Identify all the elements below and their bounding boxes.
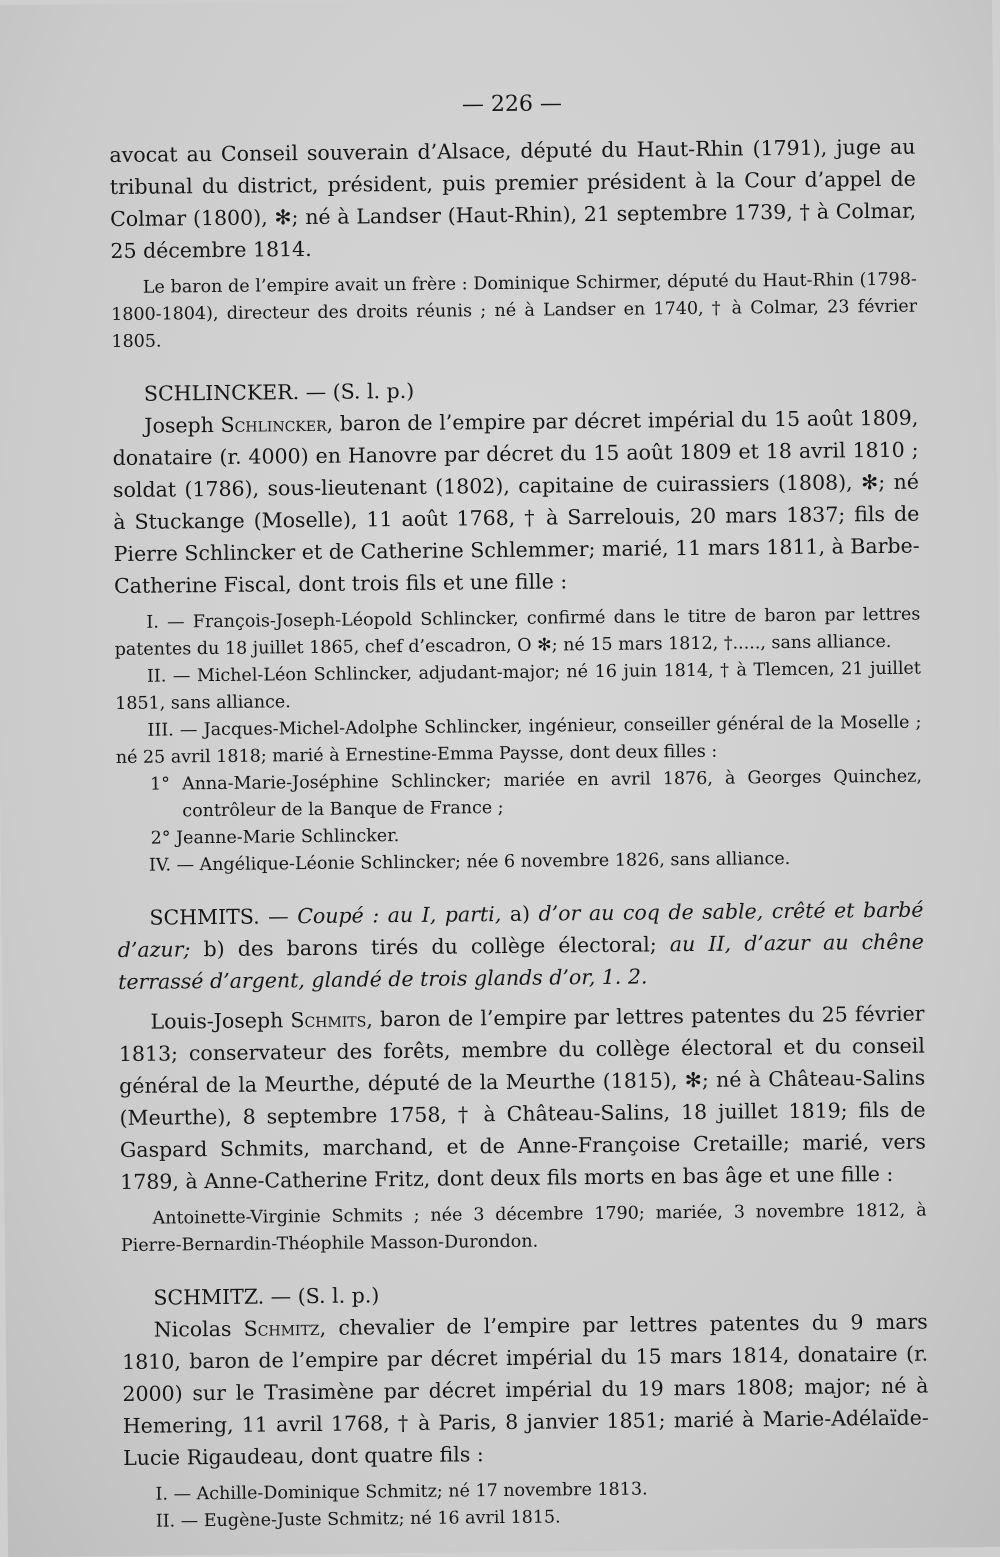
schlincker-text: , baron de l’empire par décret impérial du 15 août 1809, donataire (r. 4000) en Hanovre par décret du 15 août 1809 et 18 avril 1810 ; soldat (1786), sous-lieutenant (1802), capitaine de cuirassiers (1808), ✻; né à Stuckange (Moselle), 11 août 1768, † à Sarrelouis, 20 mars 1837; fils de Pierre Schlincker et de Catherine Schlemmer; marié, 11 mars 1811, à Barbe-Catherine Fiscal, dont trois fils et une fille : <box>112 405 920 599</box>
schmits-name-prefix: Louis-Joseph <box>150 1008 291 1034</box>
schlincker-child-3: III. — Jacques-Michel-Adolphe Schlincker, ingénieur, conseiller général de la Moselle ; né 25 avril 1818; marié à Ernestine-Emma Paysse, dont deux filles : <box>115 712 922 769</box>
schmitz-heading: SCHMITZ. — (S. l. p.) <box>153 1283 380 1310</box>
schlincker-child-1: I. — François-Joseph-Léopold Schlincker, confirmé dans le titre de baron par lettres patentes du 18 juillet 1865, chef d’escadron, O ✻; né 15 mars 1812, †....., sans alliance. <box>114 604 921 661</box>
schmits-daughter: Antoinette-Virginie Schmits ; née 3 décembre 1790; mariée, 3 novembre 1812, à Pierre-Bernardin-Théophile Masson-Durondon. <box>120 1200 927 1256</box>
schmits-arms-part1: Coupé : au I, parti, <box>288 901 510 929</box>
page-number: — 226 — <box>461 91 563 118</box>
schmits-arms-b: b) des barons tirés du collège électoral; <box>190 932 657 962</box>
schmits-arms-part3: au II, d’azur au chêne terrassé d’argent, glandé de trois glands d’or, 1. 2. <box>118 929 924 995</box>
intro-note: Le baron de l’empire avait un frère : Dominique Schirmer, député du Haut-Rhin (1798-1800-1804), directeur des droits réunis ; né à Landser en 1740, † à Colmar, 23 février 1805. <box>111 269 918 353</box>
schlincker-paragraph <box>112 402 920 602</box>
schmitz-paragraph <box>122 1306 930 1474</box>
schmitz-text: , chevalier de l’empire par lettres patentes du 9 mars 1810, baron de l’empire par décret impérial du 15 mars 1814, donataire (r. 2000) sur le Trasimène par décret impérial du 19 mars 1808; major; né à Hemering, 11 avril 1768, † à Paris, 8 janvier 1851; marié à Marie-Adélaïde-Lucie Rigaudeau, dont quatre fils : <box>121 1309 929 1470</box>
schlincker-surname: Schlincker <box>220 411 327 437</box>
schlincker-name-prefix: Joseph <box>144 412 221 438</box>
schmitz-child-1: I. — Achille-Dominique Schmitz; né 17 novembre 1813. <box>155 1479 648 1505</box>
schmitz-surname: Schmitz <box>243 1315 320 1341</box>
schmits-surname: Schmits <box>290 1007 367 1033</box>
schlincker-child-4: IV. — Angélique-Léonie Schlincker; née 6 novembre 1826, sans alliance. <box>148 848 791 876</box>
intro-paragraph: avocat au Conseil souverain d’Alsace, député du Haut-Rhin (1791), juge au tribunal du district, président, puis premier président à la Cour d’appel de Colmar (1800), ✻; né à Landser (Haut-Rhin), 21 septembre 1739, † à Colmar, 25 décembre 1814. <box>109 134 917 264</box>
schmitz-child-2: II. — Eugène-Juste Schmitz; né 16 avril 1815. <box>155 1507 561 1532</box>
schmitz-name-prefix: Nicolas <box>153 1316 244 1342</box>
schmits-arms <box>117 894 924 998</box>
schmits-paragraph <box>118 998 926 1198</box>
schmits-arms-part2: d’or au coq de sable, crêté et barbé d’azur; <box>117 897 924 963</box>
schmits-arms-a: a) <box>509 901 539 926</box>
schmits-heading: SCHMITS. — <box>149 904 289 930</box>
schlincker-heading: SCHLINCKER. — (S. l. p.) <box>143 378 415 406</box>
schlincker-grandchild-1: 1° Anna-Marie-Joséphine Schlincker; mariée en avril 1876, à Georges Quinchez, contrôleur de la Banque de France ; <box>149 766 923 822</box>
schlincker-grandchild-2: 2° Jeanne-Marie Schlincker. <box>150 826 400 849</box>
schlincker-child-2: II. — Michel-Léon Schlincker, adjudant-major; né 16 juin 1814, † à Tlemcen, 21 juillet 1851, sans alliance. <box>115 658 922 715</box>
schmits-text: , baron de l’empire par lettres patentes du 25 février 1813; conservateur des forêts, membre du collège électoral et du conseil général de la Meurthe, député de la Meurthe (1815), ✻; né à Château-Salins (Meurthe), 8 septembre 1758, † à Château-Salins, 18 juillet 1819; fils de Gaspard Schmits, marchand, et de Anne-Françoise Cretaille; marié, vers 1789, à Anne-Catherine Fritz, dont deux fils morts en bas âge et une fille : <box>118 1001 926 1194</box>
